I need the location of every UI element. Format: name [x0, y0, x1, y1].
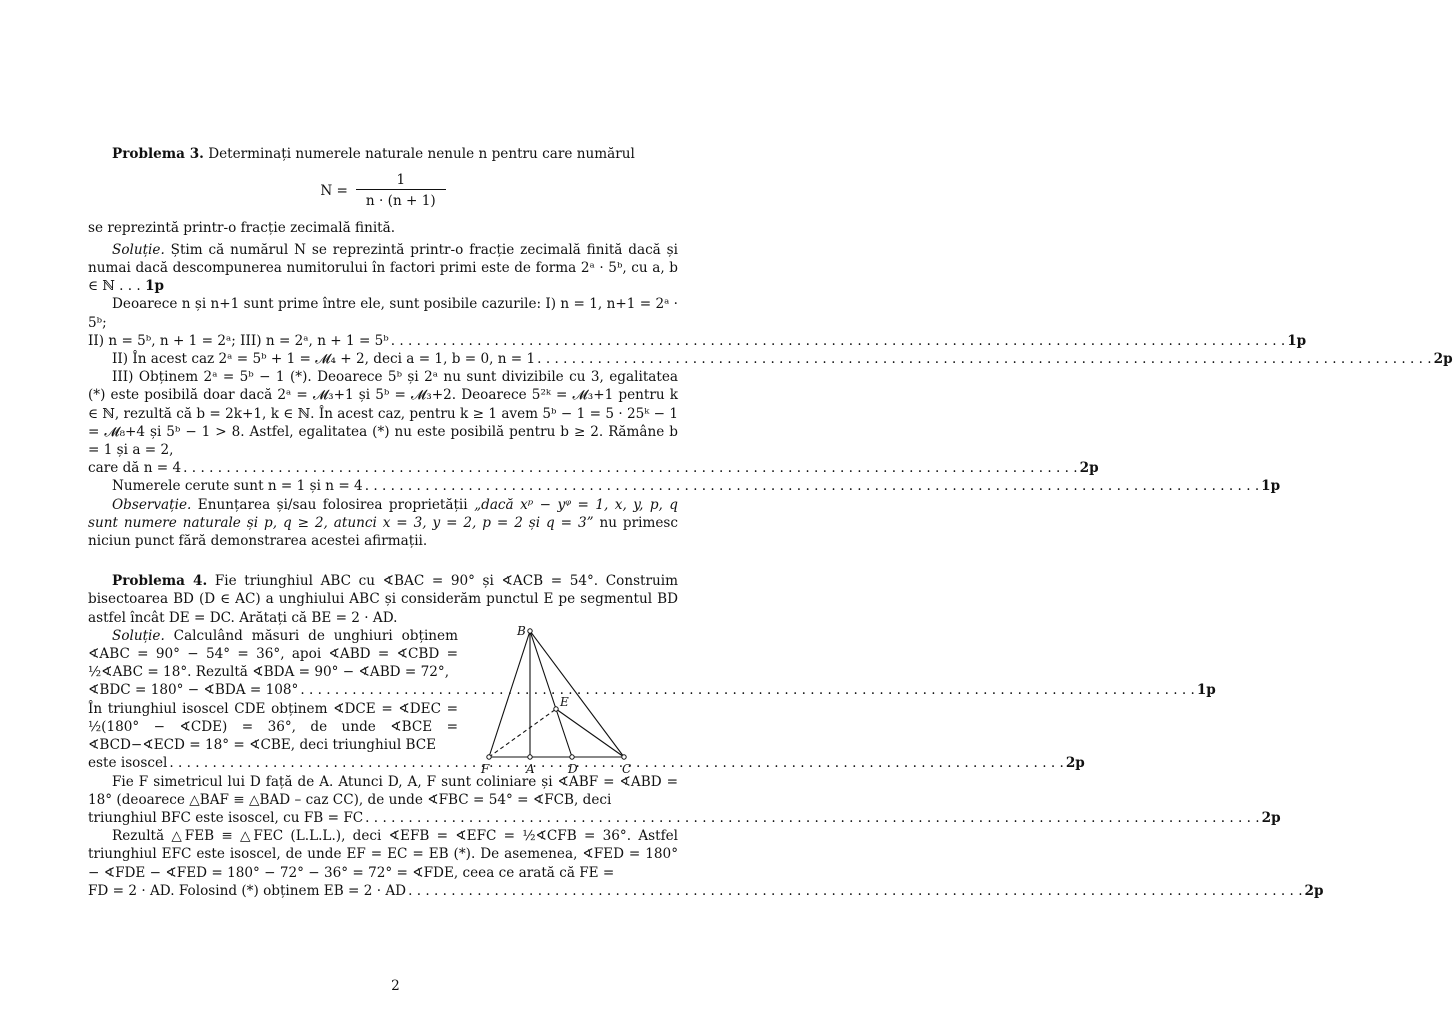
label-E: E — [560, 694, 569, 709]
p3-solution-4: III) Obținem 2ᵃ = 5ᵇ − 1 (*). Deoarece 5ᵇ și 2ᵃ nu sunt divizibile cu 3, egalitatea (*) este posibilă doar dacă 2ᵃ = 𝓜₃+1 și 5ᵇ = 𝓜₃+2. Deoarece 5²ᵏ = 𝓜₃+1 pentru k ∈ ℕ, rezultă că b = 2k+1, k ∈ ℕ. În acest caz, pentru k ≥ 1 avem 5ᵇ − 1 = 5 · 25ᵏ − 1 = 𝓜₈+4 și 5ᵇ − 1 > 8. Astfel, egalitatea (*) nu este posibilă pentru b ≥ 2. Rămâne b = 1 și a = 2, — [88, 369, 678, 459]
observation-label: Observație. — [112, 496, 192, 513]
problem-3-text: Determinați numerele naturale nenule n pentru care numărul — [208, 146, 635, 162]
leader-dots — [537, 350, 1431, 368]
p3-points-2: 1p — [1287, 332, 1307, 349]
problem-3-statement — [88, 145, 678, 163]
p3-solution-1: Soluție. Știm că numărul N se reprezintă printr-o fracție zecimală finită dacă și numai dacă descompunerea numitorului în factori primi este de forma 2ᵃ · 5ᵇ, cu a, b ∈ ℕ . . . 1p — [88, 241, 678, 295]
p4-sol-1-end-text: ∢BDC = 180° − ∢BDA = 108° — [88, 682, 299, 699]
p4-solution-1-end — [88, 681, 1216, 699]
p3-solution-4-end — [88, 459, 1099, 477]
p4-points-3: 2p — [1261, 809, 1281, 826]
p3-sol-2b-text: II) n = 5ᵇ, n + 1 = 2ᵃ; III) n = 2ᵃ, n + 1 = 5ᵇ — [88, 332, 389, 349]
segment-BF — [489, 631, 530, 757]
p4-solution-with-figure — [88, 623, 1216, 776]
triangle-figure — [481, 623, 684, 777]
p4-points-4: 2p — [1304, 882, 1324, 899]
p4-sol-3-end-text: triunghiul BFC este isoscel, cu FB = FC — [88, 809, 364, 826]
observation-text-a: Enunțarea și/sau folosirea proprietății — [197, 496, 468, 513]
p4-sol-4-end-text: FD = 2 · AD. Folosind (*) obținem EB = 2 · AD — [88, 882, 407, 899]
page-content — [88, 145, 1453, 900]
p3-observation — [88, 496, 678, 551]
observation-text-b: nu primesc niciun punct fără demonstrarea acestei afirmații. — [88, 514, 678, 550]
p4-solution-2: În triunghiul isoscel CDE obținem ∢DCE = ∢DEC = ½(180° − ∢CDE) = 36°, de unde ∢BCE = ∢BCD−∢ECD = 18° = ∢CBE, deci triunghiul BCE — [88, 700, 458, 754]
formula-denominator: n · (n + 1) — [356, 189, 446, 210]
p4-points-1: 1p — [1196, 682, 1216, 699]
p4-solution-4: Rezultă △FEB ≡ △FEC (L.L.L.), deci ∢EFB = ∢EFC = ½∢CFB = 36°. Astfel triunghiul EFC este isoscel, de unde EF = EC = EB (*). De asemenea, ∢FED = 180° − ∢FDE − ∢FED = 180° − 72° − 36° = 72° = ∢FDE, ceea ce arată că FE = — [88, 828, 678, 881]
label-C: C — [622, 761, 632, 776]
formula-N — [88, 171, 678, 210]
p3-solution-2b — [88, 332, 1307, 350]
solution-label: Soluție. — [112, 627, 165, 644]
leader-dots — [365, 477, 1259, 495]
segment-BD — [530, 631, 572, 757]
p3-solution-3 — [88, 350, 1453, 368]
observation-quote: „dacă xᵖ − yᵠ = 1, x, y, p, q sunt numere naturale și p, q ≥ 2, atunci x = 3, y = 2, p = 2 și q = 3” — [88, 496, 678, 531]
p4-solution-4-end — [88, 882, 1324, 900]
p3-points-3: 2p — [1433, 351, 1453, 368]
p3-points-5: 1p — [1261, 478, 1281, 495]
solution-label: Soluție. — [112, 241, 165, 258]
leader-dots — [408, 882, 1302, 900]
leader-dots — [183, 459, 1077, 477]
p3-sol-3-text: II) În acest caz 2ᵃ = 5ᵇ + 1 = 𝓜₄ + 2, deci a = 1, b = 0, n = 1 — [112, 351, 536, 368]
label-B: B — [517, 623, 526, 638]
problem-3-statement-end: se reprezintă printr-o fracție zecimală finită. — [88, 219, 396, 236]
p3-points-4: 2p — [1079, 460, 1099, 477]
formula-fraction — [356, 171, 446, 210]
p4-solution-2-end — [88, 754, 1085, 772]
problem-4-heading: Problema 4. — [112, 573, 208, 590]
segment-BC — [530, 631, 624, 757]
p3-solution-2a: Deoarece n și n+1 sunt prime între ele, sunt posibile cazurile: I) n = 1, n+1 = 2ᵃ · 5ᵇ; — [88, 296, 678, 331]
leader-dots — [365, 809, 1259, 827]
label-F: F — [481, 761, 490, 776]
leader-dots — [300, 681, 1194, 699]
problem-4-text: Fie triunghiul ABC cu ∢BAC = 90° și ∢ACB = 54°. Construim bisectoarea BD (D ∈ AC) a unghiului ABC și considerăm punctul E pe segmentul BD astfel încât DE = DC. Arătați că BE = 2 · AD. — [88, 573, 679, 626]
label-A: A — [526, 761, 535, 776]
point-C — [622, 755, 626, 759]
p4-sol-1-text: Calculând măsuri de unghiuri obținem ∢ABC = 90° − 54° = 36°, apoi ∢ABD = ∢CBD = ½∢ABC = 18°. Rezultă ∢BDA = 90° − ∢ABD = 72°, — [88, 627, 458, 681]
p4-points-2: 2p — [1065, 755, 1085, 772]
point-F — [487, 755, 491, 759]
p3-sol-4-end-text: care dă n = 4 — [88, 460, 182, 477]
p3-sol-5-text: Numerele cerute sunt n = 1 și n = 4 — [112, 478, 363, 495]
p4-sol-2-end-text: este isoscel — [88, 755, 168, 772]
segment-FE — [489, 709, 556, 757]
problem-3-heading: Problema 3. — [112, 146, 204, 162]
formula-numerator: 1 — [396, 172, 406, 189]
point-B — [528, 629, 532, 633]
point-D — [570, 755, 574, 759]
leader-dots — [391, 332, 1285, 350]
problem-4-statement — [88, 572, 678, 627]
point-A — [528, 755, 532, 759]
point-E — [554, 707, 558, 711]
p4-solution-1 — [88, 627, 458, 682]
p3-sol-1-text: Știm că numărul N se reprezintă printr-o fracție zecimală finită dacă și numai dacă descompunerea numitorului în factori primi este de forma 2ᵃ · 5ᵇ, cu a, b ∈ ℕ — [88, 241, 678, 295]
label-D: D — [568, 761, 578, 776]
segment-EC — [556, 709, 624, 757]
p3-solution-5 — [88, 477, 1281, 495]
page-number: 2 — [391, 978, 400, 994]
p4-solution-3-end — [88, 809, 1281, 827]
p4-solution-3: Fie F simetricul lui D față de A. Atunci D, A, F sunt coliniare și ∢ABF = ∢ABD = 18° (deoarece △BAF ≡ △BAD – caz CC), de unde ∢FBC = 54° = ∢FCB, deci — [88, 773, 678, 808]
p3-points-1: 1p — [145, 278, 165, 295]
formula-lhs: N = — [320, 182, 348, 199]
